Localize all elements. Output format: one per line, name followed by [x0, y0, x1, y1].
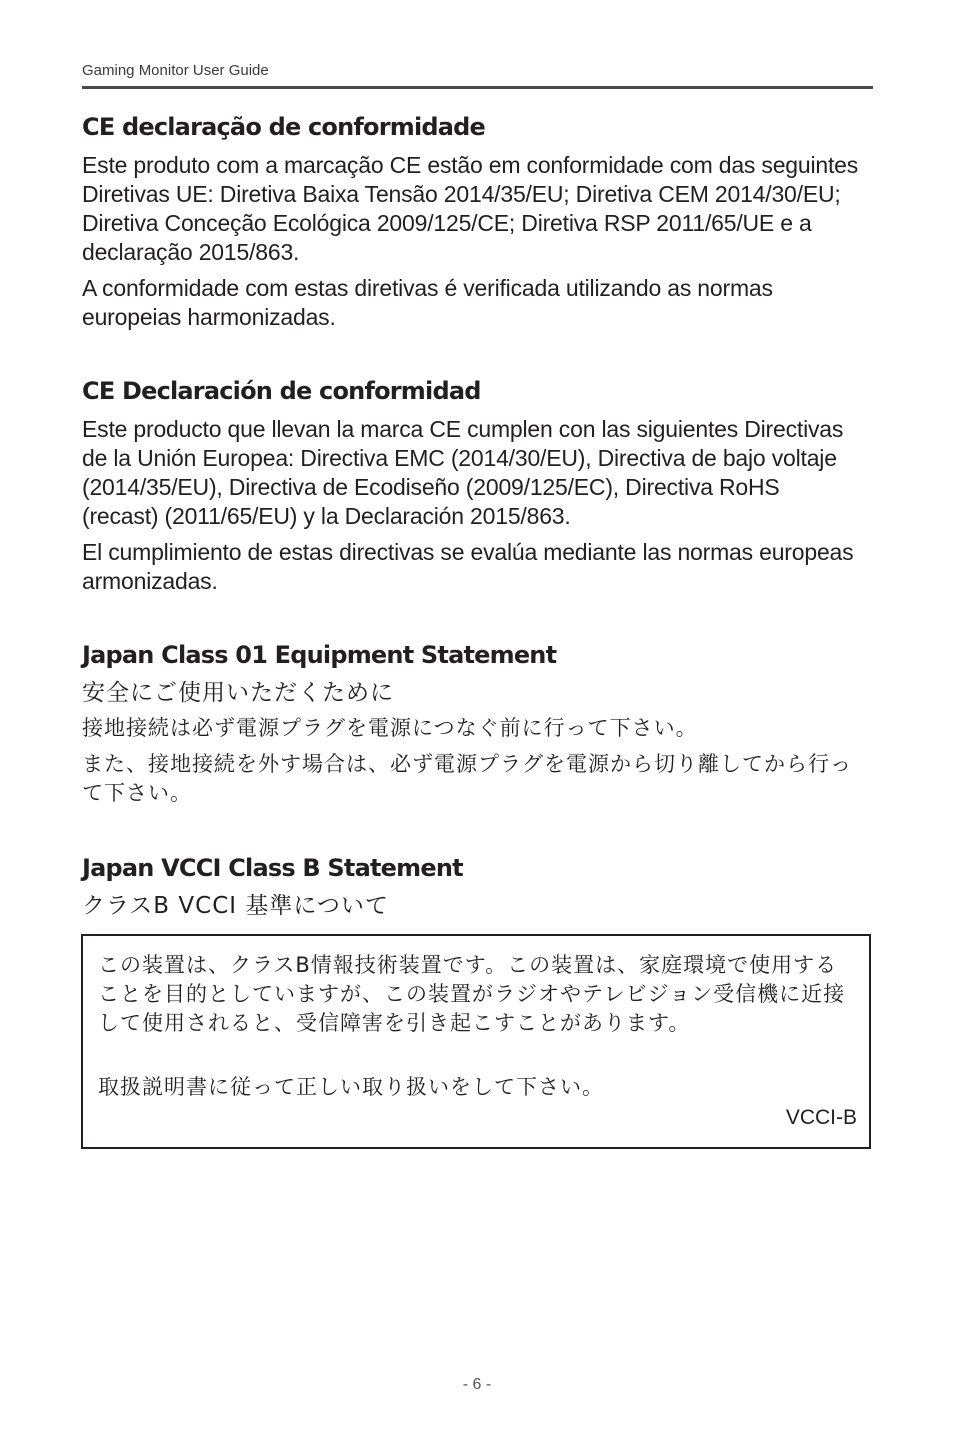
vcci-notice-box: [81, 934, 871, 1149]
paragraph: この装置は、クラスB情報技術装置です。この装置は、家庭環境で使用することを目的としていますが、この装置がラジオやテレビジョン受信機に近接して使用されると、受信障害を引き起こすことがあります。: [98, 953, 846, 1035]
running-header: Gaming Monitor User Guide: [82, 62, 269, 79]
paragraph: El cumplimiento de estas directivas se evalúa mediante las normas europeas armonizadas.: [82, 539, 854, 594]
section-japan-vcci: [82, 853, 862, 921]
header-divider: [82, 86, 873, 89]
section-title: CE declaração de conformidade: [82, 113, 486, 141]
paragraph: Este producto que llevan la marca CE cumplen con las siguientes Directivas de la Unión Europea: Directiva EMC (2014/30/EU), Directiva de bajo voltaje (2014/35/EU), Directiva de Ecodiseño (2009/125/EC), Directiva RoHS (recast) (2011/65/EU) y la Declaración 2015/863.: [82, 416, 844, 529]
paragraph: Este produto com a marcação CE estão em conformidade com das seguintes Diretivas UE: Diretiva Baixa Tensão 2014/35/EU; Diretiva CEM 2014/30/EU; Diretiva Conceção Ecológica 2009/125/CE; Diretiva RSP 2011/65/UE e a declaração 2015/863.: [82, 152, 859, 265]
paragraph: A conformidade com estas diretivas é verificada utilizando as normas europeias harmonizadas.: [82, 275, 773, 330]
paragraph: 接地接続は必ず電源プラグを電源につなぐ前に行って下さい。: [82, 716, 698, 740]
paragraph: 取扱説明書に従って正しい取り扱いをして下さい。: [98, 1075, 604, 1099]
section-ce-portuguese: [82, 112, 862, 332]
section-japan-class01: [82, 640, 862, 808]
section-title: Japan VCCI Class B Statement: [82, 854, 463, 882]
page-number: - 6 -: [462, 1376, 492, 1393]
section-title: Japan Class 01 Equipment Statement: [82, 641, 557, 669]
section-title: CE Declaración de conformidad: [82, 377, 481, 405]
section-subtitle: 安全にご使用いただくために: [82, 680, 394, 706]
vcci-class-tag: VCCI-B: [785, 1106, 857, 1129]
section-ce-spanish: [82, 376, 862, 596]
section-subtitle: クラスB VCCI 基準について: [82, 893, 389, 919]
paragraph: また、接地接続を外す場合は、必ず電源プラグを電源から切り離してから行って下さい。: [82, 752, 852, 805]
